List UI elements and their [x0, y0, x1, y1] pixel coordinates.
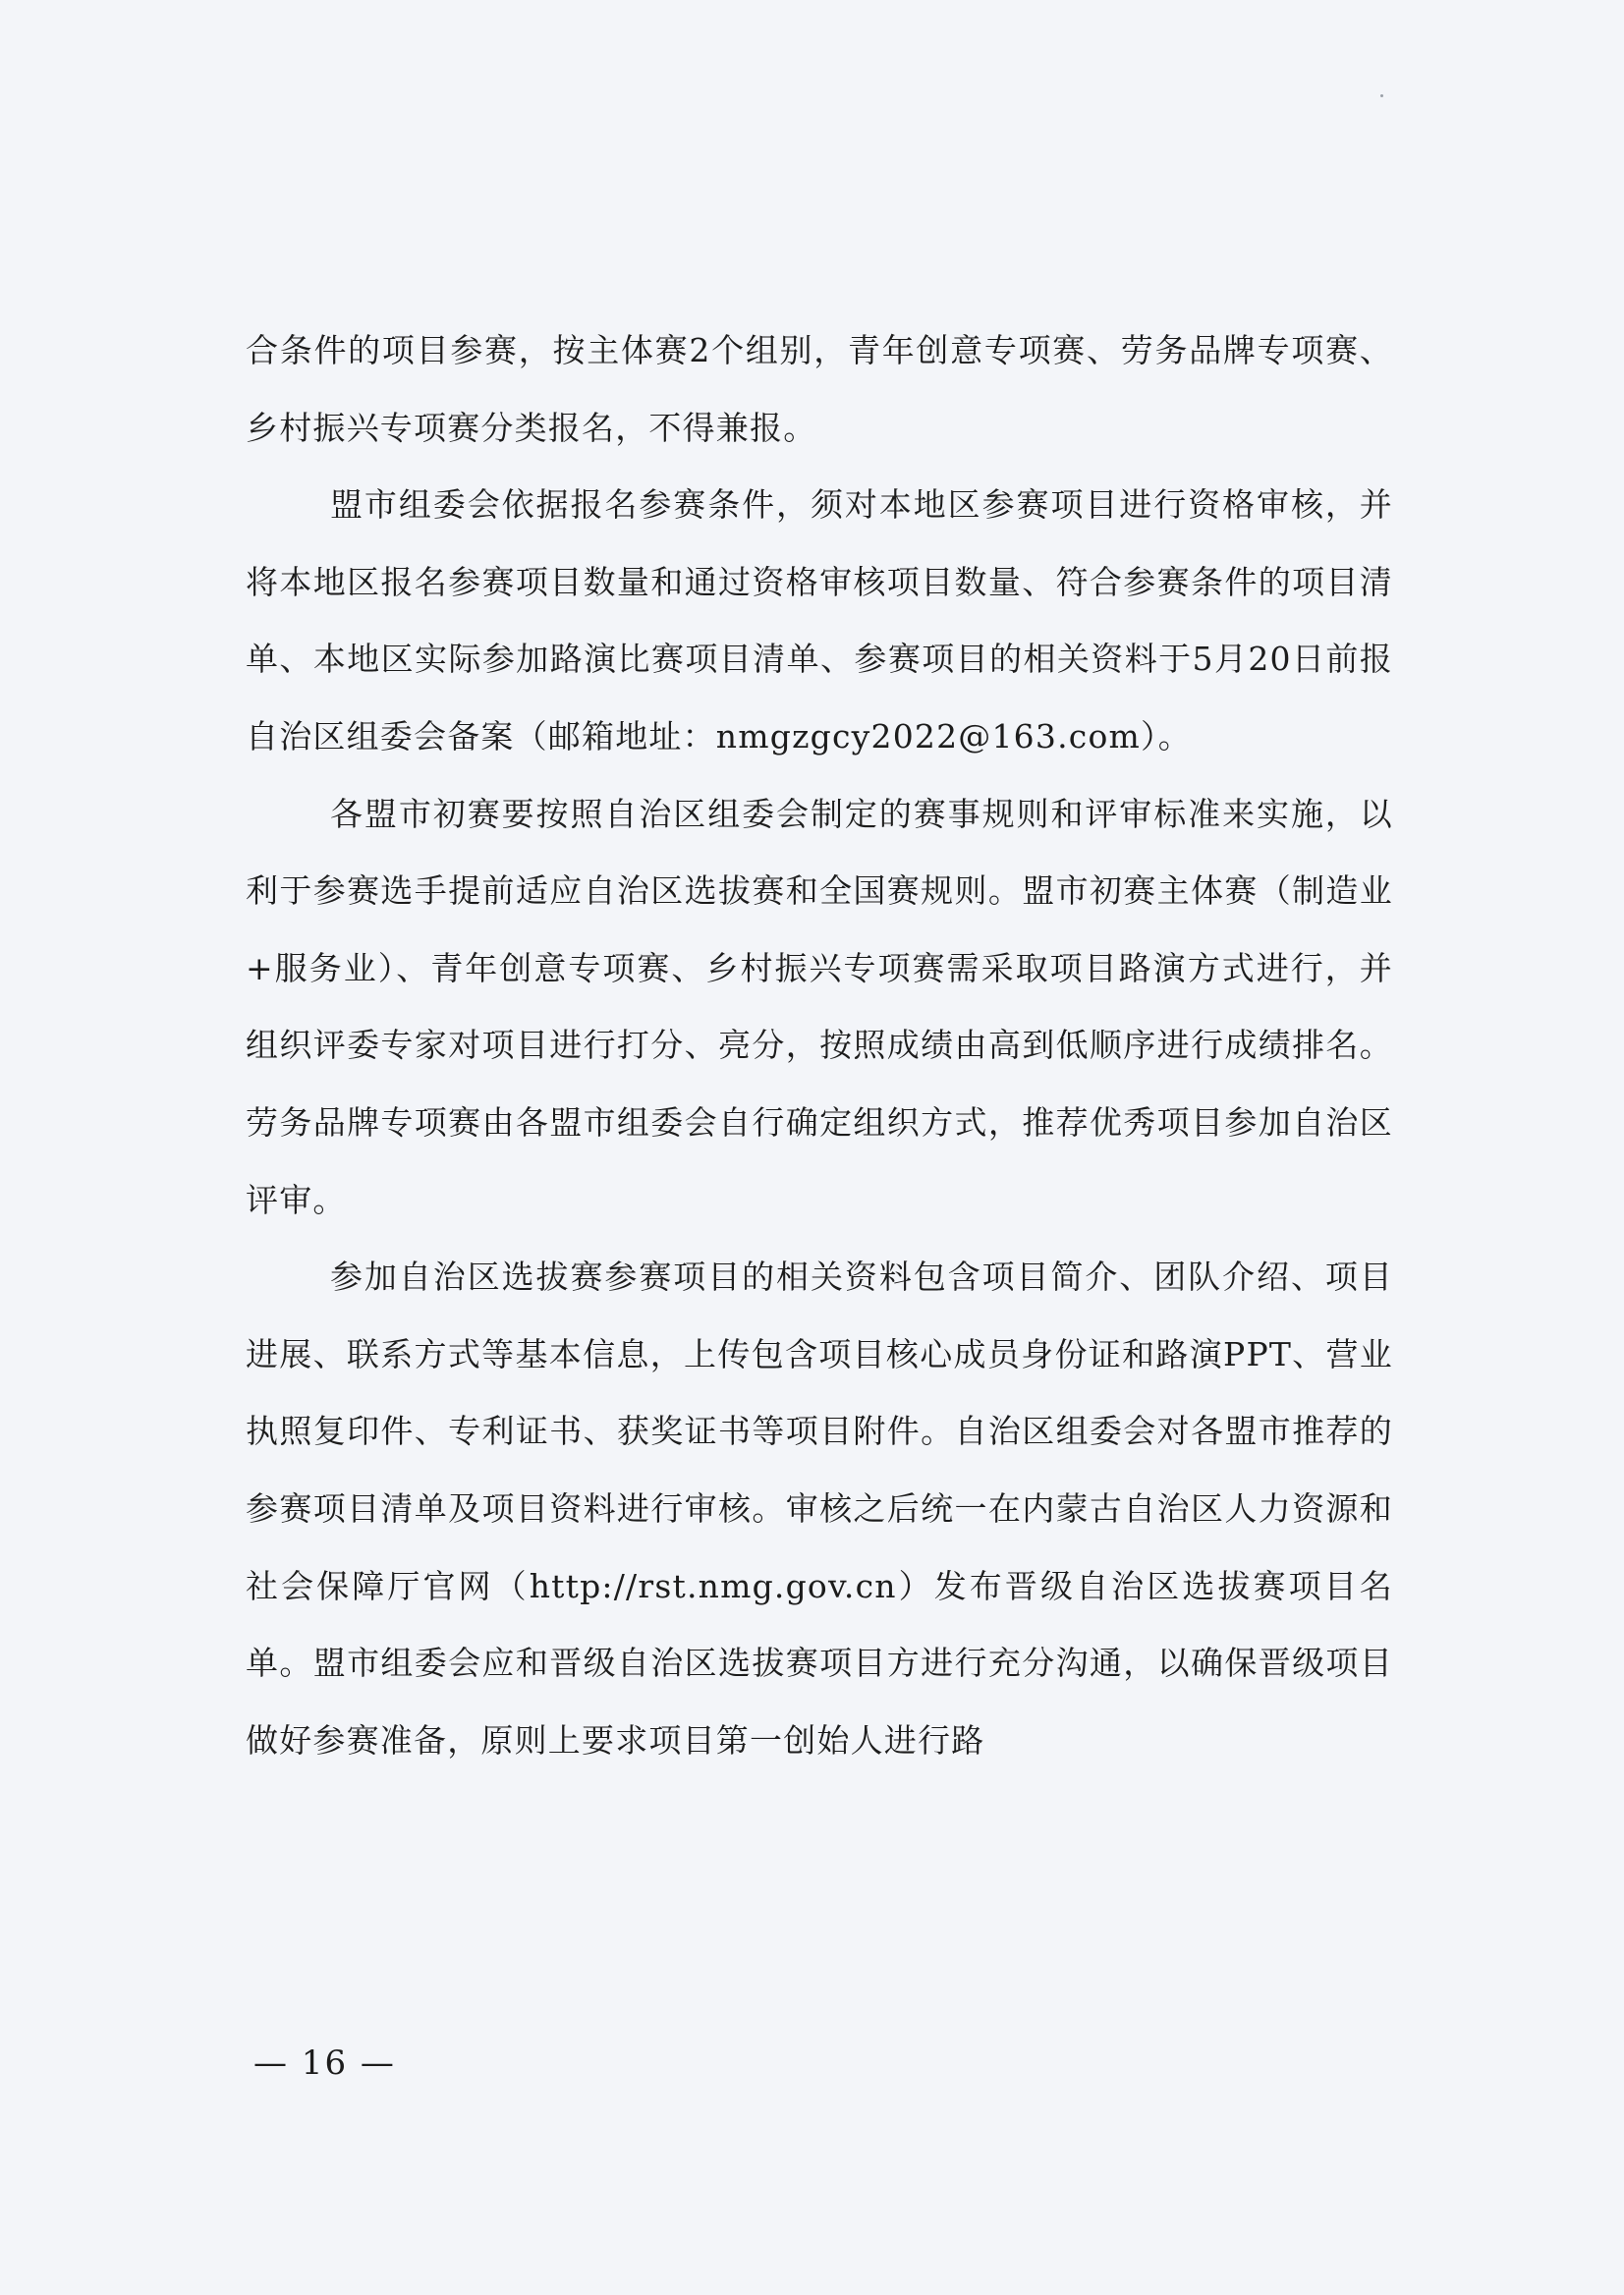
paragraph-3: 各盟市初赛要按照自治区组委会制定的赛事规则和评审标准来实施，以利于参赛选手提前适应自治区选拔赛和全国赛规则。盟市初赛主体赛（制造业+服务业）、青年创意专项赛、乡村振兴专项赛需采取项目路演方式进行，并组织评委专家对项目进行打分、亮分，按照成绩由高到低顺序进行成绩排名。劳务品牌专项赛由各盟市组委会自行确定组织方式，推荐优秀项目参加自治区评审。	[246, 794, 1393, 1219]
paragraph-2: 盟市组委会依据报名参赛条件，须对本地区参赛项目进行资格审核，并将本地区报名参赛项目数量和通过资格审核项目数量、符合参赛条件的项目清单、本地区实际参加路演比赛项目清单、参赛项目的相关资料于5月20日前报自治区组委会备案（邮箱地址：nmgzgcy2022@163.com）。	[246, 485, 1393, 756]
paragraph-4: 参加自治区选拔赛参赛项目的相关资料包含项目简介、团队介绍、项目进展、联系方式等基本信息，上传包含项目核心成员身份证和路演PPT、营业执照复印件、专利证书、获奖证书等项目附件。自治区组委会对各盟市推荐的参赛项目清单及项目资料进行审核。审核之后统一在内蒙古自治区人力资源和社会保障厅官网（http://rst.nmg.gov.cn）发布晋级自治区选拔赛项目名单。盟市组委会应和晋级自治区选拔赛项目方进行充分沟通，以确保晋级项目做好参赛准备，原则上要求项目第一创始人进行路	[246, 1258, 1393, 1760]
page-number: — 16 —	[253, 2043, 396, 2083]
document-body	[246, 312, 1393, 1779]
paragraph-1: 合条件的项目参赛，按主体赛2个组别，青年创意专项赛、劳务品牌专项赛、乡村振兴专项赛分类报名，不得兼报。	[246, 331, 1393, 447]
scan-speck	[1380, 94, 1383, 97]
